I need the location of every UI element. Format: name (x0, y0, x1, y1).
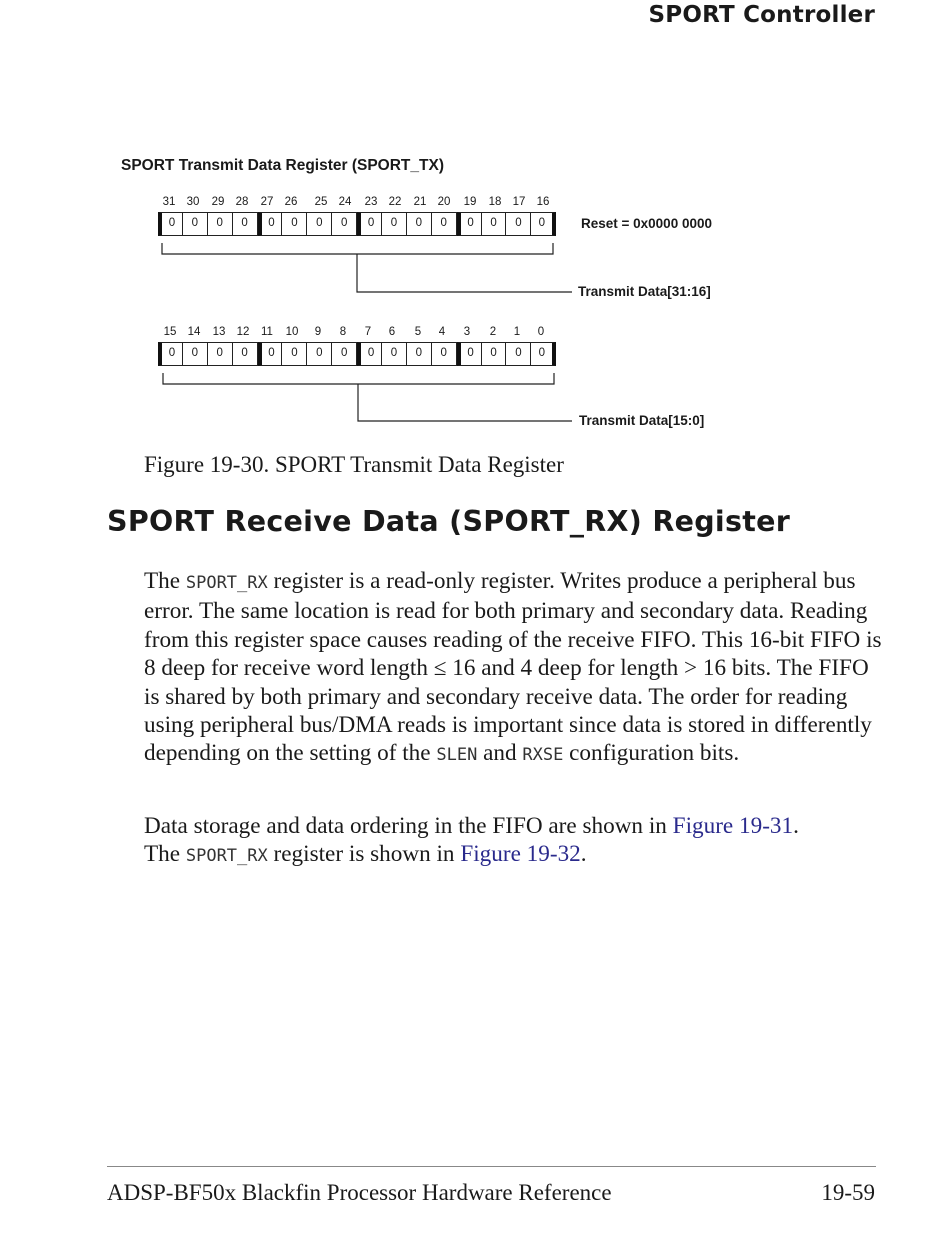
footer-book-title: ADSP-BF50x Blackfin Processor Hardware Reference (107, 1180, 612, 1205)
bit-cell: 0 (457, 342, 482, 366)
bit-number: 3 (463, 326, 471, 338)
bit-number: 20 (437, 196, 451, 208)
field-label-upper: Transmit Data[31:16] (578, 284, 711, 299)
body-paragraph-2 (144, 812, 884, 871)
bit-cell: 0 (158, 342, 183, 366)
bit-cell: 0 (357, 212, 382, 236)
bit-cell: 0 (258, 212, 283, 236)
body-paragraph-1 (144, 567, 884, 770)
upper-leader (357, 254, 572, 292)
bit-number: 13 (212, 326, 226, 338)
figure-caption: Figure 19-30. SPORT Transmit Data Register (144, 452, 564, 477)
bit-cell: 0 (233, 342, 258, 366)
bit-cell: 0 (482, 212, 507, 236)
text-run: register is a read-only register. Writes produce a peripheral bus error. The same location is read for both primary and secondary data. Reading from this register space causes reading of the receive FIFO. This 16-bit FIFO is 8 deep for receive word length ≤ 16 and 4 deep for length > 16 bits. The FIFO is shared by both primary and secondary receive data. The order for reading using peripheral bus/DMA reads is important since data is stored in differently depending on the setting of the (144, 568, 882, 767)
bit-cell: 0 (183, 212, 208, 236)
bit-cell: 0 (258, 342, 283, 366)
bit-number: 9 (314, 326, 322, 338)
section-heading: SPORT Receive Data (SPORT_RX) Register (107, 505, 791, 538)
text-run: The (144, 841, 186, 868)
figure-link-19-32[interactable]: Figure 19-32 (460, 841, 581, 868)
text-run: Data storage and data ordering in the FIFO are shown in (144, 813, 673, 839)
register-name: SPORT_RX (185, 846, 268, 867)
lower-bracket (163, 373, 554, 384)
figure-title: SPORT Transmit Data Register (SPORT_TX) (121, 157, 444, 174)
bit-number: 0 (537, 326, 545, 338)
bit-number: 4 (438, 326, 446, 338)
figure-link-19-31[interactable]: Figure 19-31 (672, 813, 794, 839)
bit-cell: 0 (407, 212, 432, 236)
reset-value-label: Reset = 0x0000 0000 (581, 216, 712, 231)
bit-cell: 0 (208, 212, 233, 236)
lower-leader (358, 384, 572, 421)
bit-number: 16 (536, 196, 550, 208)
bit-cell: 0 (506, 212, 531, 236)
text-run: . (793, 813, 799, 839)
bit-number: 31 (162, 196, 176, 208)
bit-number: 24 (338, 196, 352, 208)
bit-number: 12 (236, 326, 250, 338)
bit-number: 7 (364, 326, 372, 338)
text-run: and (477, 740, 523, 767)
text-run: The (144, 568, 186, 594)
footer-page-number: 19-59 (821, 1180, 875, 1205)
bit-cell: 0 (332, 212, 357, 236)
bit-cell: 0 (208, 342, 233, 366)
bit-number: 30 (186, 196, 200, 208)
bit-name: RXSE (522, 745, 564, 766)
upper-bracket (162, 243, 553, 254)
bit-number: 27 (260, 196, 274, 208)
bit-cell: 0 (158, 212, 183, 236)
bit-number: 23 (364, 196, 378, 208)
bit-name: SLEN (436, 745, 478, 766)
bit-number: 6 (388, 326, 396, 338)
bit-cell: 0 (282, 212, 307, 236)
bit-cell: 0 (432, 212, 457, 236)
field-brackets (0, 0, 950, 450)
text-run: register is shown in (267, 841, 461, 868)
bit-number: 29 (211, 196, 225, 208)
text-run: configuration bits. (563, 740, 740, 767)
bit-number: 15 (163, 326, 177, 338)
bit-cell: 0 (307, 342, 332, 366)
bit-number: 17 (512, 196, 526, 208)
bit-cell: 0 (233, 212, 258, 236)
footer-rule (107, 1166, 876, 1167)
bit-cell: 0 (357, 342, 382, 366)
bit-cell: 0 (183, 342, 208, 366)
bit-cell: 0 (531, 342, 556, 366)
bit-cell: 0 (457, 212, 482, 236)
bit-cell: 0 (332, 342, 357, 366)
bit-number: 21 (413, 196, 427, 208)
bit-number: 2 (489, 326, 497, 338)
bit-number: 1 (513, 326, 521, 338)
bit-number: 18 (488, 196, 502, 208)
bit-number: 8 (339, 326, 347, 338)
bit-cell: 0 (506, 342, 531, 366)
bit-cell: 0 (432, 342, 457, 366)
bit-number: 11 (261, 326, 273, 338)
bit-number: 14 (187, 326, 201, 338)
bit-cell: 0 (531, 212, 556, 236)
chapter-title: SPORT Controller (648, 2, 875, 28)
field-label-lower: Transmit Data[15:0] (579, 413, 705, 428)
bit-number: 10 (285, 326, 299, 338)
bit-cell: 0 (407, 342, 432, 366)
bit-cell: 0 (382, 342, 407, 366)
bit-cell: 0 (382, 212, 407, 236)
bit-cell: 0 (307, 212, 332, 236)
bit-cell: 0 (482, 342, 507, 366)
bit-number: 25 (314, 196, 328, 208)
bit-number: 26 (284, 196, 298, 208)
register-name: SPORT_RX (185, 573, 268, 593)
bit-number: 19 (463, 196, 477, 208)
bit-number: 22 (388, 196, 402, 208)
bit-number: 5 (414, 326, 422, 338)
text-run: . (580, 841, 587, 868)
bit-number: 28 (235, 196, 249, 208)
bit-cell: 0 (282, 342, 307, 366)
